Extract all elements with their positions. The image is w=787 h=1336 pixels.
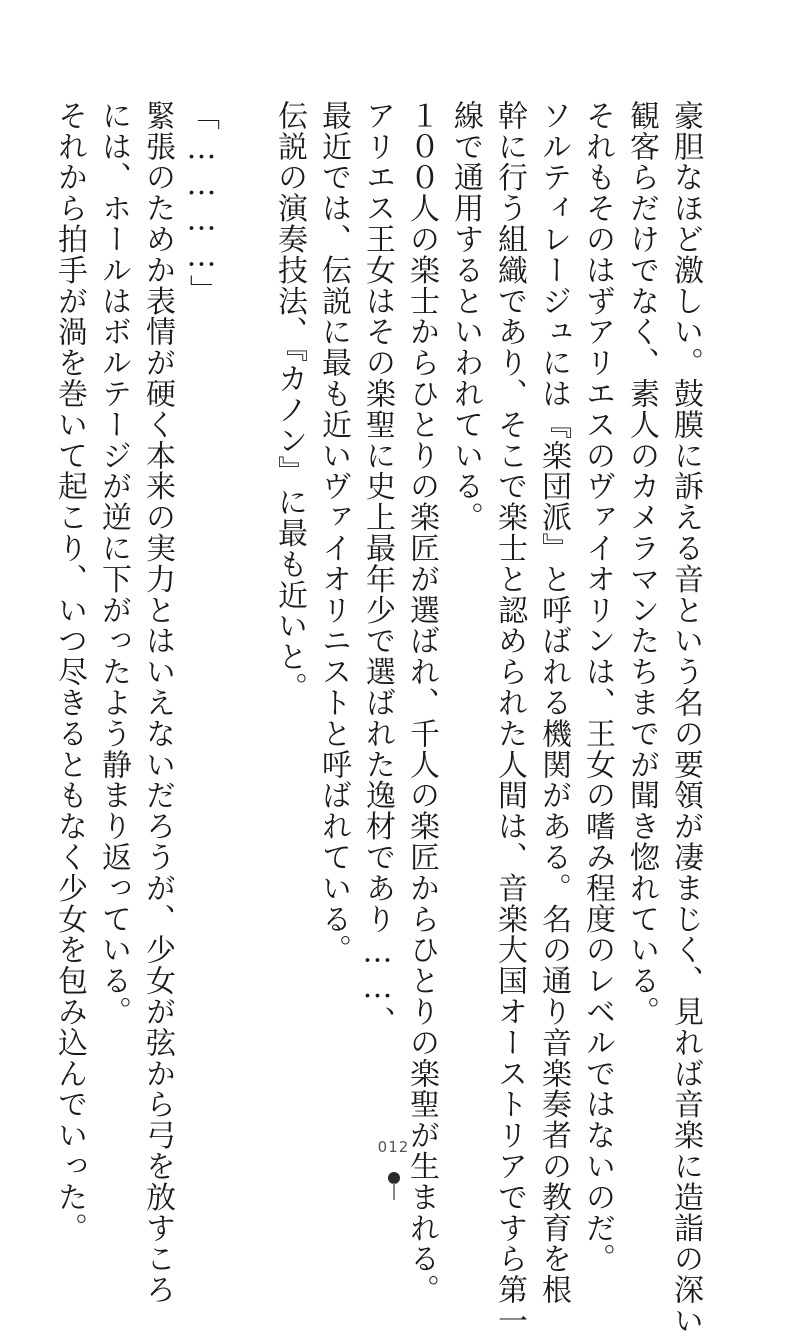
text-line: 伝説の演奏技法、『カノン』に最も近いと。 xyxy=(272,100,307,703)
text-line: には、ホールはボルテージが逆に下がったよう静まり返っている。 xyxy=(96,100,131,1027)
text-line: 豪胆なほど激しい。鼓膜に訴える音という名の要領が凄まじく、見れば音楽に造詣の深い xyxy=(668,100,703,1336)
text-line xyxy=(0,100,3,1085)
text-line: 線で通用するといわれている。 xyxy=(448,100,483,533)
page-number: 012 xyxy=(377,1138,410,1156)
text-line: ソルティレージュには『楽団派』と呼ばれる機関がある。名の通り音楽奏者の教育を根 xyxy=(536,100,571,1306)
text-line: １００人の楽士からひとりの楽匠が選ばれ、千人の楽匠からひとりの楽聖が生まれる。 xyxy=(404,100,439,1306)
text-line: 観客らだけでなく、素人のカメラマンたちまでが聞き惚れている。 xyxy=(624,100,659,1027)
text-line: アリエス王女はその楽聖に史上最年少で選ばれた逸材であり……、 xyxy=(360,100,395,1037)
bookmark-line xyxy=(393,1183,395,1200)
text-line: それから拍手が渦を巻いて起こり、いつ尽きるともなく少女を包み込んでいった。 xyxy=(52,100,87,1244)
paragraph-gap xyxy=(3,100,47,1085)
text-line: 幹に行う組織であり、そこで楽士と認められた人間は、音楽大国オーストリアですら第一 xyxy=(492,100,527,1336)
text-line: それもそのはずアリエスのヴァイオリンは、王女の嗜み程度のレベルではないのだ。 xyxy=(580,100,615,1275)
paragraph-gap xyxy=(223,100,267,1085)
text-line: 最近では、伝説に最も近いヴァイオリニストと呼ばれている。 xyxy=(316,100,351,966)
text-line: 「…………」 xyxy=(184,100,219,306)
text-line: 緊張のためか表情が硬く本来の実力とはいえないだろうが、少女が弦から弓を放すころ xyxy=(140,100,175,1306)
